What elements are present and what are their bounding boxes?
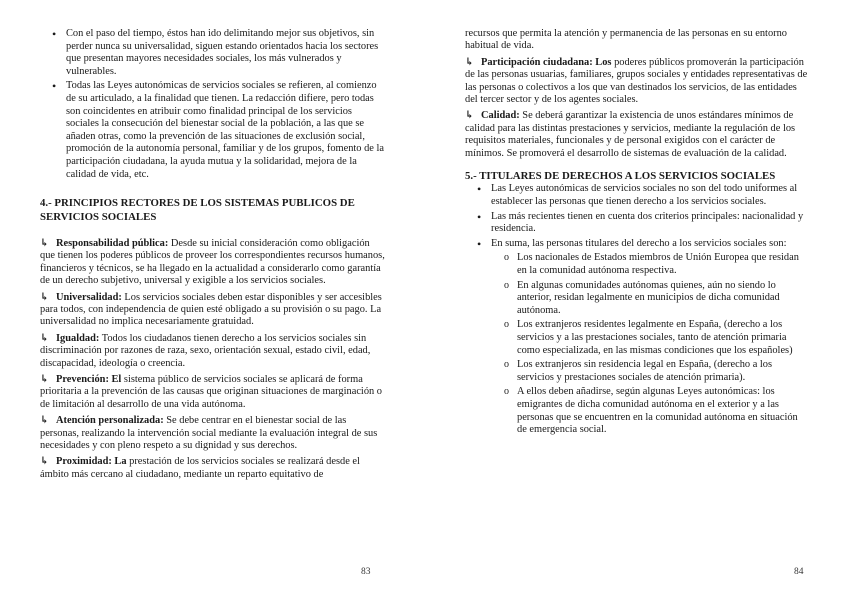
right-page bbox=[424, 0, 848, 599]
arrow-icon: ↳ bbox=[40, 374, 49, 385]
page-number: 84 bbox=[794, 567, 804, 578]
sub-bullet-item: o Los extranjeros residentes legalmente en España, (derecho a los servicios y a las prestaciones sociales, tanto de atención primaria como especializada, en las mismas condiciones que los españoles) bbox=[517, 319, 810, 357]
principle-text: Todos los ciudadanos tienen derecho a los servicios sociales sin discriminación por razones de raza, sexo, orientación sexual, estado civil, edad, discapacidad, ideología o creencia. bbox=[40, 332, 371, 369]
principle-term: Calidad: bbox=[481, 110, 520, 122]
arrow-icon: ↳ bbox=[40, 291, 49, 303]
principle-term: Universalidad: bbox=[56, 291, 122, 303]
principle-proximidad bbox=[40, 456, 386, 481]
sub-bullet-item: o Los nacionales de Estados miembros de Unión Europea que residan en la comunidad autónoma respectiva. bbox=[517, 252, 810, 277]
principle-term: Atención personalizada: bbox=[56, 415, 164, 427]
arrow-icon: ↳ bbox=[40, 332, 49, 344]
bullet-item: • Las Leyes autonómicas de servicios sociales no son del todo uniformes al establecer las personas que tienen derecho a los servicios sociales. bbox=[491, 183, 810, 208]
titulares-bullet-list bbox=[465, 183, 810, 436]
principle-responsabilidad bbox=[40, 238, 386, 288]
principle-term: Prevención: El bbox=[56, 374, 122, 385]
principle-participacion bbox=[465, 57, 810, 107]
sub-bullet-item: o A ellos deben añadirse, según algunas Leyes autonómicas: los emigrantes de dicha comunidad autónoma en el exterior y a las personas que se encuentren en la comunidad autónoma en situación de emergencia social. bbox=[517, 386, 810, 436]
principle-text: poderes públicos promoverán la participación de las personas usuarias, familiares, grupos sociales y entidades representativas de las personas o colectivos a los que van destinados los servicios, de las entidades del tercer sector y de los agentes sociales. bbox=[465, 56, 808, 106]
arrow-icon: ↳ bbox=[40, 415, 49, 427]
arrow-icon: ↳ bbox=[40, 237, 49, 249]
arrow-icon: ↳ bbox=[465, 56, 474, 68]
principle-term: Responsabilidad pública: bbox=[56, 237, 169, 249]
proximidad-continuation: recursos que permita la atención y permanencia de las personas en su entorno habitual de vida. bbox=[465, 28, 787, 52]
principle-prevencion bbox=[40, 374, 386, 411]
intro-bullet-list bbox=[40, 28, 386, 181]
left-page-text bbox=[40, 28, 386, 485]
arrow-icon: ↳ bbox=[465, 110, 474, 122]
section-title-5: 5.- TITULARES DE DERECHOS A LOS SERVICIOS SOCIALES bbox=[465, 170, 776, 183]
bullet-item: • Todas las Leyes autonómicas de servicios sociales se refieren, al comienzo de su articulado, a la finalidad que tienen. La redacción difiere, pero todas son coincidentes en atribuir como finalidad principal de los servicios sociales la consecución del bienestar social de la población, a las que se añaden otras, como la prevención de las situaciones de exclusión social, promoción de la autonomía personal, familiar y de los grupos, fomento de la participación ciudadana, la ayuda mutua y la solidaridad, mejora de la calidad de vida, etc. bbox=[66, 80, 386, 181]
bullet-item: • Las más recientes tienen en cuenta dos criterios principales: nacionalidad y residencia. bbox=[491, 211, 810, 236]
principle-text: Los servicios sociales deben estar disponibles y ser accesibles para todos, con independencia de quien esté obligado a su provisión o su pago. La universalidad no implica necesariamente gratuidad. bbox=[40, 291, 382, 328]
principle-term: Proximidad: La bbox=[56, 456, 127, 468]
bullet-text: En suma, las personas titulares del derecho a los servicios sociales son: bbox=[491, 237, 787, 249]
section-title-4: 4.- PRINCIPIOS RECTORES DE LOS SISTEMAS PUBLICOS DE SERVICIOS SOCIALES bbox=[40, 197, 355, 223]
page-number: 83 bbox=[361, 567, 371, 578]
sub-bullet-item: o Los extranjeros sin residencia legal en España, (derecho a los servicios y prestaciones sociales de atención primaria). bbox=[517, 359, 810, 384]
principle-term: Igualdad: bbox=[56, 332, 100, 344]
titulares-sub-list bbox=[491, 252, 810, 436]
principle-universalidad bbox=[40, 292, 386, 329]
principle-text: Desde su inicial consideración como obligación que tienen los poderes públicos de proveer los correspondientes recursos humanos, financieros y técnicos, se ha llegado en la actualidad a considerarlo como garantía de un derecho subjetivo, universal y exigible a los servicios sociales. bbox=[40, 237, 385, 287]
principle-text: prestación de los servicios sociales se realizará desde el ámbito más cercano al ciudadano, mediante un reparto equitativo de bbox=[40, 456, 360, 480]
principle-text: Se debe centrar en el bienestar social de las personas, realizando la intervención social mediante la evaluación integral de sus necesidades y con pleno respeto a su dignidad y sus derechos. bbox=[40, 415, 378, 452]
principle-term: Participación ciudadana: Los bbox=[481, 56, 612, 68]
right-page-text bbox=[465, 28, 810, 439]
principle-text: sistema público de servicios sociales se aplicará de forma prioritaria a la prevención de las causas que originan situaciones de marginación o de limitación al desarrollo de una vida autónoma. bbox=[40, 374, 382, 410]
principle-text: Se deberá garantizar la existencia de unos estándares mínimos de calidad para las distintas prestaciones y servicios, mediante la regulación de los requisitos materiales, funcionales y de personal exigidos con el carácter de mínimos. Se promoverá el desarrollo de sistemas de evaluación de la calidad. bbox=[465, 110, 796, 159]
principle-igualdad bbox=[40, 333, 386, 370]
arrow-icon: ↳ bbox=[40, 456, 49, 468]
bullet-item bbox=[491, 238, 810, 437]
sub-bullet-item: o En algunas comunidades autónomas quienes, aún no siendo lo anterior, residan legalmente en municipios de dicha comunidad autónoma. bbox=[517, 280, 810, 318]
bullet-item: • Con el paso del tiempo, éstos han ido delimitando mejor sus objetivos, sin perder nunca su universalidad, siguen estando orientados hacia los sectores que presentan mayores necesidades sociales, los más vulnerados y vulnerables. bbox=[66, 28, 386, 78]
principle-atencion-personalizada bbox=[40, 415, 386, 452]
principle-calidad bbox=[465, 110, 810, 160]
